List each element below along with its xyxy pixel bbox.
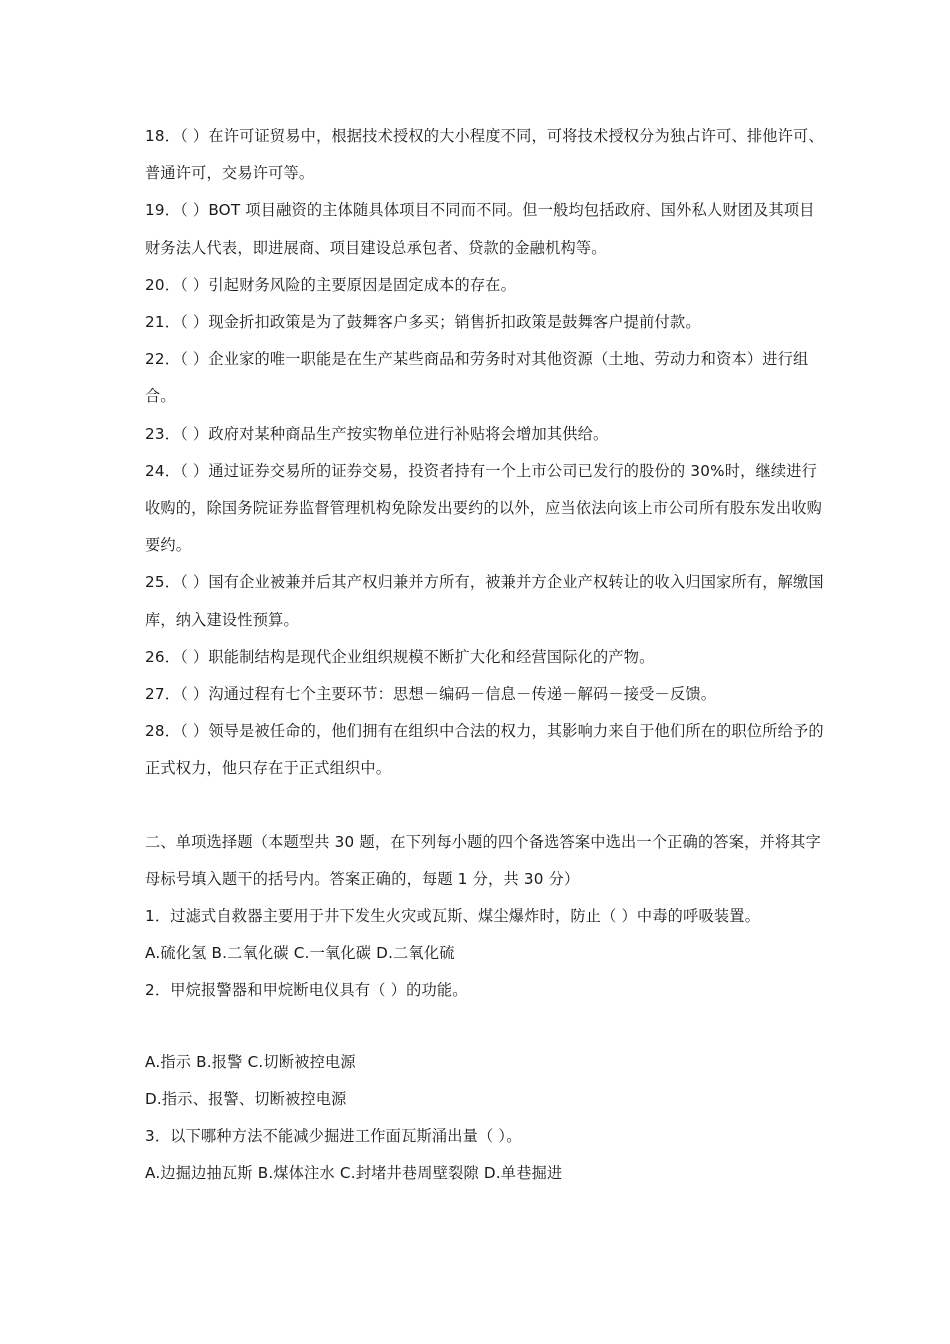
judgment-item-28: 28．（ ）领导是被任命的，他们拥有在组织中合法的权力，其影响力来自于他们所在的职位所给予的正式权力，他只存在于正式组织中。 [145,722,824,778]
judgment-item-23: 23．（ ）政府对某种商品生产按实物单位进行补贴将会增加其供给。 [145,424,609,443]
judgment-item-19: 19．（ ）BOT 项目融资的主体随具体项目不同而不同。但一般均包括政府、国外私人财团及其项目财务法人代表，即进展商、项目建设总承包者、贷款的金融机构等。 [145,201,815,257]
choice-question-3-options: A.边掘边抽瓦斯 B.煤体注水 C.封堵井巷周壁裂隙 D.单巷掘进 [145,1164,563,1183]
choice-question-1-options: A.硫化氢 B.二氧化碳 C.一氧化碳 D.二氧化硫 [145,944,455,963]
choice-question-2-stem: 2．甲烷报警器和甲烷断电仪具有（ ）的功能。 [145,981,468,1000]
question-spacer [145,1010,825,1044]
judgment-item-22: 22．（ ）企业家的唯一职能是在生产某些商品和劳务时对其他资源（土地、劳动力和资本）进行组合。 [145,350,809,406]
choice-question-2-options-line1: A.指示 B.报警 C.切断被控电源 [145,1052,356,1071]
judgment-item-26: 26．（ ）职能制结构是现代企业组织规模不断扩大化和经营国际化的产物。 [145,647,655,666]
judgment-item-20: 20．（ ）引起财务风险的主要原因是固定成本的存在。 [145,275,517,294]
choice-question-2-options-line2: D.指示、报警、切断被控电源 [145,1089,347,1108]
document-body [145,118,825,1192]
judgment-item-24: 24．（ ）通过证券交易所的证券交易，投资者持有一个上市公司已发行的股份的 30%时，继续进行收购的，除国务院证券监督管理机构免除发出要约的以外，应当依法向该上市公司所有股东发出收购要约。 [145,461,823,555]
judgment-item-25: 25．（ ）国有企业被兼并后其产权归兼并方所有，被兼并方企业产权转让的收入归国家所有，解缴国库，纳入建设性预算。 [145,573,824,629]
judgment-item-21: 21．（ ）现金折扣政策是为了鼓舞客户多买；销售折扣政策是鼓舞客户提前付款。 [145,313,701,332]
section-heading: 二、单项选择题（本题型共 30 题，在下列每小题的四个备选答案中选出一个正确的答案，并将其字母标号填入题干的括号内。答案正确的，每题 1 分，共 30 分） [145,832,822,888]
choice-question-3-stem: 3．以下哪种方法不能减少掘进工作面瓦斯涌出量（ ）。 [145,1127,522,1146]
judgment-item-27: 27．（ ）沟通过程有七个主要环节：思想－编码－信息－传递－解码－接受－反馈。 [145,685,717,704]
section-spacer [145,788,825,824]
choice-question-1-stem: 1．过滤式自救器主要用于井下发生火灾或瓦斯、煤尘爆炸时，防止（ ）中毒的呼吸装置。 [145,907,761,926]
judgment-item-18: 18．（ ）在许可证贸易中，根据技术授权的大小程度不同，可将技术授权分为独占许可、排他许可、普通许可，交易许可等。 [145,127,824,183]
